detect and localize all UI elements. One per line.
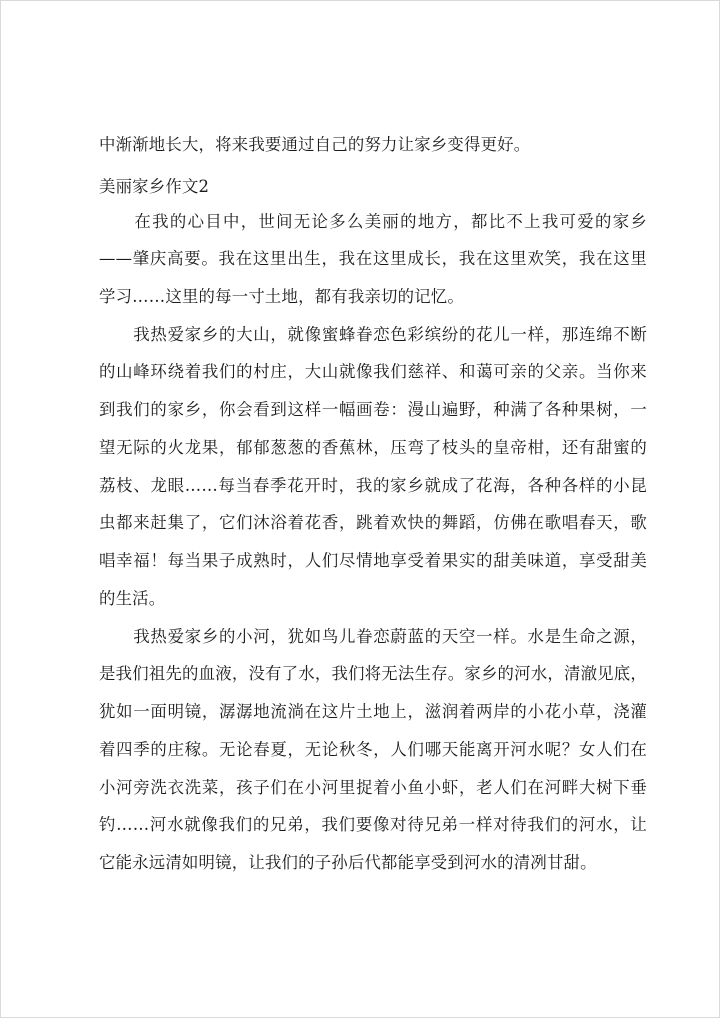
text-line: 望无际的火龙果，郁郁葱葱的香蕉林，压弯了枝头的皇帝柑，还有甜蜜的 — [99, 438, 647, 457]
text-line: 是我们祖先的血液，没有了水，我们将无法生存。家乡的河水，清澈见底， — [99, 664, 647, 683]
text-line: 唱幸福！每当果子成熟时，人们尽情地享受着果实的甜美味道，享受甜美 — [99, 551, 647, 570]
text-line: 我热爱家乡的大山，就像蜜蜂眷恋色彩缤纷的花儿一样，那连绵不断 — [99, 325, 647, 344]
text-line: 的生活。 — [99, 589, 166, 608]
text-line: 荔枝、龙眼……每当春季花开时，我的家乡就成了花海，各种各样的小昆 — [99, 476, 647, 495]
text-line: 它能永远清如明镜，让我们的子孙后代都能享受到河水的清冽甘甜。 — [99, 853, 597, 872]
text-line: 的山峰环绕着我们的村庄，大山就像我们慈祥、和蔼可亲的父亲。当你来 — [99, 362, 647, 381]
text-line: 我热爱家乡的小河，犹如鸟儿眷恋蔚蓝的天空一样。水是生命之源， — [99, 627, 647, 646]
text-line: 钓……河水就像我们的兄弟，我们要像对待兄弟一样对待我们的河水，让 — [99, 815, 647, 834]
text-line: 在我的心目中，世间无论多么美丽的地方，都比不上我可爱的家乡 — [99, 212, 647, 231]
text-line: ——肇庆高要。我在这里出生，我在这里成长，我在这里欢笑，我在这里 — [99, 249, 647, 268]
text-line: 到我们的家乡，你会看到这样一幅画卷：漫山遍野，种满了各种果树，一 — [99, 400, 647, 419]
text-line: 着四季的庄稼。无论春夏，无论秋冬，人们哪天能离开河水呢？女人们在 — [99, 740, 647, 759]
text-line: 虫都来赶集了，它们沐浴着花香，跳着欢快的舞蹈，仿佛在歌唱春天，歌 — [99, 513, 647, 532]
section-heading: 美丽家乡作文2 — [99, 177, 210, 196]
text-line: 犹如一面明镜，潺潺地流淌在这片土地上，滋润着两岸的小花小草，浇灌 — [99, 702, 647, 721]
text-line: 中渐渐地长大，将来我要通过自己的努力让家乡变得更好。 — [99, 135, 531, 154]
text-line: 小河旁洗衣洗菜，孩子们在小河里捉着小鱼小虾，老人们在河畔大树下垂 — [99, 778, 647, 797]
text-line: 学习……这里的每一寸土地，都有我亲切的记忆。 — [99, 287, 464, 306]
